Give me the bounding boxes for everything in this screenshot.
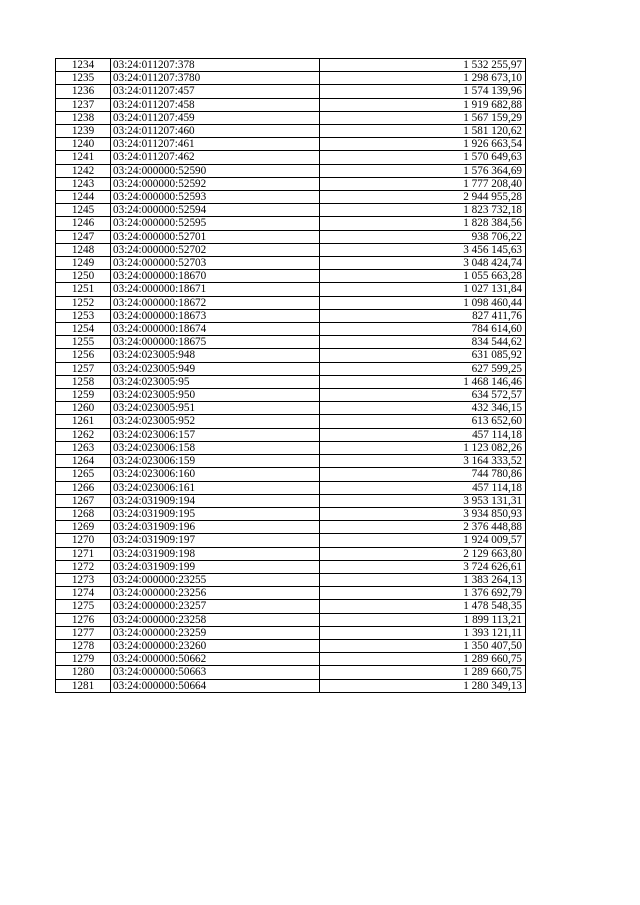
- row-number-cell: 1256: [56, 349, 111, 362]
- value-cell: 1 581 120,62: [320, 125, 526, 138]
- row-number-cell: 1238: [56, 111, 111, 124]
- row-number-cell: 1234: [56, 59, 111, 72]
- value-cell: 457 114,18: [320, 428, 526, 441]
- table-row: [56, 336, 526, 349]
- table-row: [56, 547, 526, 560]
- cadastral-number-cell: 03:24:031909:197: [111, 534, 320, 547]
- cadastral-number-cell: 03:24:031909:196: [111, 521, 320, 534]
- table-row: [56, 428, 526, 441]
- value-cell: 1 532 255,97: [320, 59, 526, 72]
- cadastral-number-cell: 03:24:031909:194: [111, 494, 320, 507]
- cadastral-number-cell: 03:24:023005:951: [111, 402, 320, 415]
- row-number-cell: 1254: [56, 323, 111, 336]
- value-cell: 2 944 955,28: [320, 191, 526, 204]
- row-number-cell: 1244: [56, 191, 111, 204]
- value-cell: 3 164 333,52: [320, 455, 526, 468]
- table-row: [56, 59, 526, 72]
- table-row: [56, 283, 526, 296]
- cadastral-number-cell: 03:24:000000:23256: [111, 587, 320, 600]
- value-cell: 1 055 663,28: [320, 270, 526, 283]
- value-cell: 631 085,92: [320, 349, 526, 362]
- cadastral-number-cell: 03:24:011207:460: [111, 125, 320, 138]
- row-number-cell: 1257: [56, 362, 111, 375]
- value-cell: 634 572,57: [320, 389, 526, 402]
- value-cell: 1 468 146,46: [320, 375, 526, 388]
- value-cell: 2 129 663,80: [320, 547, 526, 560]
- cadastral-number-cell: 03:24:031909:198: [111, 547, 320, 560]
- row-number-cell: 1263: [56, 441, 111, 454]
- value-cell: 1 926 663,54: [320, 138, 526, 151]
- row-number-cell: 1264: [56, 455, 111, 468]
- table-row: [56, 653, 526, 666]
- table-row: [56, 494, 526, 507]
- row-number-cell: 1255: [56, 336, 111, 349]
- table-row: [56, 230, 526, 243]
- cadastral-number-cell: 03:24:031909:199: [111, 560, 320, 573]
- value-cell: 1 289 660,75: [320, 666, 526, 679]
- table-row: [56, 481, 526, 494]
- value-cell: 938 706,22: [320, 230, 526, 243]
- cadastral-number-cell: 03:24:000000:52593: [111, 191, 320, 204]
- value-cell: 1 828 384,56: [320, 217, 526, 230]
- table-row: [56, 270, 526, 283]
- row-number-cell: 1252: [56, 296, 111, 309]
- cadastral-number-cell: 03:24:000000:23258: [111, 613, 320, 626]
- table-row: [56, 389, 526, 402]
- table-row: [56, 177, 526, 190]
- row-number-cell: 1243: [56, 177, 111, 190]
- cadastral-number-cell: 03:24:000000:52592: [111, 177, 320, 190]
- row-number-cell: 1278: [56, 639, 111, 652]
- table-body: [56, 59, 526, 693]
- value-cell: 2 376 448,88: [320, 521, 526, 534]
- row-number-cell: 1248: [56, 243, 111, 256]
- table-row: [56, 573, 526, 586]
- table-row: [56, 362, 526, 375]
- table-row: [56, 666, 526, 679]
- table-row: [56, 257, 526, 270]
- table-row: [56, 309, 526, 322]
- table-row: [56, 468, 526, 481]
- cadastral-number-cell: 03:24:000000:50663: [111, 666, 320, 679]
- row-number-cell: 1260: [56, 402, 111, 415]
- table-row: [56, 402, 526, 415]
- row-number-cell: 1237: [56, 98, 111, 111]
- value-cell: 1 376 692,79: [320, 587, 526, 600]
- row-number-cell: 1279: [56, 653, 111, 666]
- cadastral-number-cell: 03:24:011207:462: [111, 151, 320, 164]
- cadastral-number-cell: 03:24:023005:948: [111, 349, 320, 362]
- row-number-cell: 1267: [56, 494, 111, 507]
- table-row: [56, 679, 526, 692]
- row-number-cell: 1236: [56, 85, 111, 98]
- value-cell: 1 289 660,75: [320, 653, 526, 666]
- value-cell: 1 574 139,96: [320, 85, 526, 98]
- value-cell: 1 098 460,44: [320, 296, 526, 309]
- row-number-cell: 1271: [56, 547, 111, 560]
- table-row: [56, 600, 526, 613]
- cadastral-number-cell: 03:24:000000:52594: [111, 204, 320, 217]
- cadastral-number-cell: 03:24:000000:50664: [111, 679, 320, 692]
- cadastral-number-cell: 03:24:023005:950: [111, 389, 320, 402]
- row-number-cell: 1249: [56, 257, 111, 270]
- row-number-cell: 1277: [56, 626, 111, 639]
- cadastral-number-cell: 03:24:023006:159: [111, 455, 320, 468]
- value-cell: 1 280 349,13: [320, 679, 526, 692]
- value-cell: 1 027 131,84: [320, 283, 526, 296]
- cadastral-number-cell: 03:24:000000:52701: [111, 230, 320, 243]
- row-number-cell: 1240: [56, 138, 111, 151]
- table-row: [56, 204, 526, 217]
- row-number-cell: 1245: [56, 204, 111, 217]
- table-row: [56, 98, 526, 111]
- cadastral-number-cell: 03:24:023006:161: [111, 481, 320, 494]
- cadastral-number-cell: 03:24:000000:52595: [111, 217, 320, 230]
- value-cell: 1 899 113,21: [320, 613, 526, 626]
- cadastral-number-cell: 03:24:000000:18675: [111, 336, 320, 349]
- value-cell: 3 953 131,31: [320, 494, 526, 507]
- row-number-cell: 1269: [56, 521, 111, 534]
- table-row: [56, 151, 526, 164]
- cadastral-number-cell: 03:24:000000:18670: [111, 270, 320, 283]
- value-cell: 457 114,18: [320, 481, 526, 494]
- table-row: [56, 243, 526, 256]
- value-cell: 834 544,62: [320, 336, 526, 349]
- cadastral-number-cell: 03:24:023005:949: [111, 362, 320, 375]
- cadastral-number-cell: 03:24:000000:52590: [111, 164, 320, 177]
- table-row: [56, 375, 526, 388]
- value-cell: 1 123 082,26: [320, 441, 526, 454]
- table-row: [56, 323, 526, 336]
- table-row: [56, 125, 526, 138]
- cadastral-number-cell: 03:24:000000:18674: [111, 323, 320, 336]
- row-number-cell: 1258: [56, 375, 111, 388]
- value-cell: 744 780,86: [320, 468, 526, 481]
- row-number-cell: 1280: [56, 666, 111, 679]
- table-row: [56, 455, 526, 468]
- value-cell: 784 614,60: [320, 323, 526, 336]
- value-cell: 3 048 424,74: [320, 257, 526, 270]
- table-row: [56, 111, 526, 124]
- row-number-cell: 1242: [56, 164, 111, 177]
- cadastral-number-cell: 03:24:023005:95: [111, 375, 320, 388]
- value-cell: 613 652,60: [320, 415, 526, 428]
- row-number-cell: 1276: [56, 613, 111, 626]
- table-row: [56, 72, 526, 85]
- row-number-cell: 1281: [56, 679, 111, 692]
- table-row: [56, 138, 526, 151]
- table-row: [56, 349, 526, 362]
- row-number-cell: 1266: [56, 481, 111, 494]
- table-row: [56, 639, 526, 652]
- table-row: [56, 415, 526, 428]
- value-cell: 3 456 145,63: [320, 243, 526, 256]
- table-row: [56, 613, 526, 626]
- table-row: [56, 85, 526, 98]
- cadastral-number-cell: 03:24:000000:52703: [111, 257, 320, 270]
- value-cell: 1 924 009,57: [320, 534, 526, 547]
- value-cell: 1 298 673,10: [320, 72, 526, 85]
- cadastral-number-cell: 03:24:011207:461: [111, 138, 320, 151]
- value-cell: 1 919 682,88: [320, 98, 526, 111]
- row-number-cell: 1261: [56, 415, 111, 428]
- cadastral-number-cell: 03:24:000000:23260: [111, 639, 320, 652]
- table-row: [56, 560, 526, 573]
- value-cell: 1 777 208,40: [320, 177, 526, 190]
- row-number-cell: 1250: [56, 270, 111, 283]
- row-number-cell: 1259: [56, 389, 111, 402]
- cadastral-number-cell: 03:24:011207:458: [111, 98, 320, 111]
- cadastral-number-cell: 03:24:000000:23257: [111, 600, 320, 613]
- cadastral-number-cell: 03:24:031909:195: [111, 507, 320, 520]
- cadastral-number-cell: 03:24:000000:23255: [111, 573, 320, 586]
- table-row: [56, 441, 526, 454]
- row-number-cell: 1239: [56, 125, 111, 138]
- row-number-cell: 1270: [56, 534, 111, 547]
- table-row: [56, 217, 526, 230]
- value-cell: 3 934 850,93: [320, 507, 526, 520]
- cadastral-number-cell: 03:24:023005:952: [111, 415, 320, 428]
- row-number-cell: 1275: [56, 600, 111, 613]
- cadastral-number-cell: 03:24:023006:160: [111, 468, 320, 481]
- cadastral-number-cell: 03:24:000000:50662: [111, 653, 320, 666]
- value-cell: 3 724 626,61: [320, 560, 526, 573]
- row-number-cell: 1251: [56, 283, 111, 296]
- value-cell: 627 599,25: [320, 362, 526, 375]
- row-number-cell: 1274: [56, 587, 111, 600]
- cadastral-number-cell: 03:24:011207:459: [111, 111, 320, 124]
- cadastral-number-cell: 03:24:000000:52702: [111, 243, 320, 256]
- table-row: [56, 626, 526, 639]
- row-number-cell: 1272: [56, 560, 111, 573]
- cadastral-number-cell: 03:24:011207:378: [111, 59, 320, 72]
- row-number-cell: 1262: [56, 428, 111, 441]
- value-cell: 1 393 121,11: [320, 626, 526, 639]
- value-cell: 1 350 407,50: [320, 639, 526, 652]
- table-row: [56, 164, 526, 177]
- cadastral-number-cell: 03:24:000000:18673: [111, 309, 320, 322]
- row-number-cell: 1253: [56, 309, 111, 322]
- table-row: [56, 534, 526, 547]
- cadastral-number-cell: 03:24:011207:3780: [111, 72, 320, 85]
- value-cell: 1 823 732,18: [320, 204, 526, 217]
- row-number-cell: 1246: [56, 217, 111, 230]
- row-number-cell: 1241: [56, 151, 111, 164]
- value-cell: 1 570 649,63: [320, 151, 526, 164]
- value-cell: 1 383 264,13: [320, 573, 526, 586]
- row-number-cell: 1268: [56, 507, 111, 520]
- value-cell: 1 567 159,29: [320, 111, 526, 124]
- value-cell: 1 478 548,35: [320, 600, 526, 613]
- cadastral-number-cell: 03:24:023006:158: [111, 441, 320, 454]
- table-row: [56, 587, 526, 600]
- table-row: [56, 296, 526, 309]
- table-row: [56, 521, 526, 534]
- cadastral-number-cell: 03:24:000000:23259: [111, 626, 320, 639]
- value-cell: 432 346,15: [320, 402, 526, 415]
- row-number-cell: 1235: [56, 72, 111, 85]
- cadastral-number-cell: 03:24:023006:157: [111, 428, 320, 441]
- table-row: [56, 191, 526, 204]
- row-number-cell: 1247: [56, 230, 111, 243]
- value-cell: 1 576 364,69: [320, 164, 526, 177]
- cadastral-number-cell: 03:24:000000:18672: [111, 296, 320, 309]
- table-row: [56, 507, 526, 520]
- cadastral-number-cell: 03:24:011207:457: [111, 85, 320, 98]
- row-number-cell: 1273: [56, 573, 111, 586]
- cadastral-number-cell: 03:24:000000:18671: [111, 283, 320, 296]
- value-cell: 827 411,76: [320, 309, 526, 322]
- data-table: [55, 58, 526, 693]
- row-number-cell: 1265: [56, 468, 111, 481]
